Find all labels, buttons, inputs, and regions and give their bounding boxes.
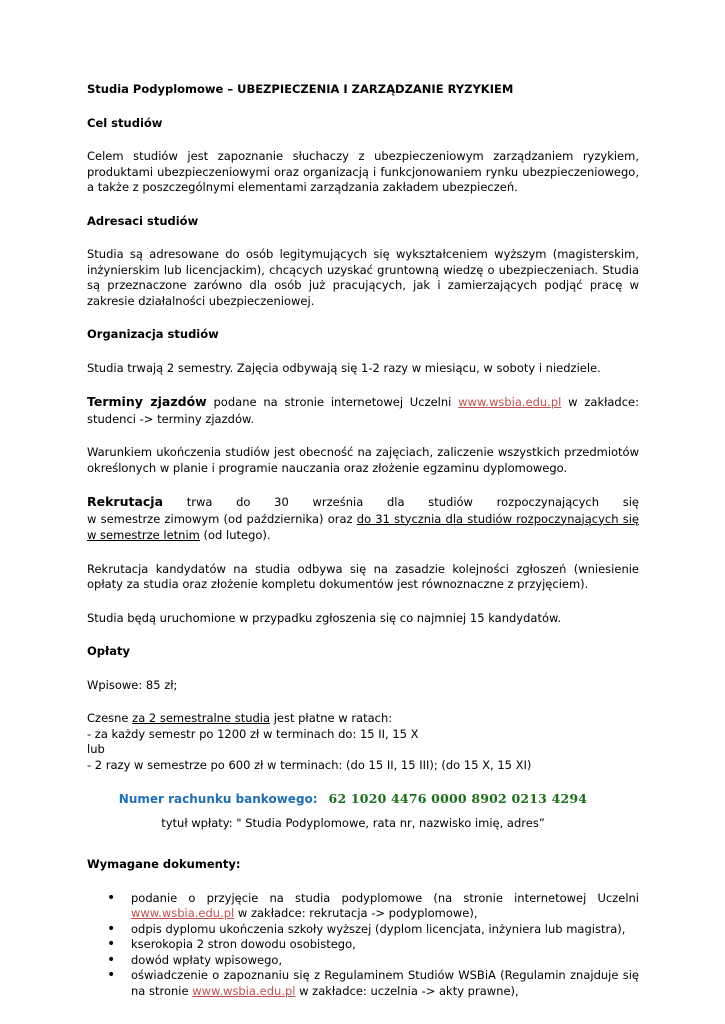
item5-after: w zakładce: uczelnia -> akty prawne),	[295, 983, 519, 998]
document-title: Studia Podyplomowe – UBEZPIECZENIA I ZARZĄDZANIE RYZYKIEM	[87, 82, 514, 96]
cel-heading: Cel studiów	[87, 115, 163, 130]
bank-account	[67, 791, 639, 808]
czesne-before: Czesne	[87, 711, 133, 725]
wsbia-link-terminy[interactable]: www.wsbia.edu.pl	[458, 395, 562, 409]
adresaci-text: Studia są adresowane do osób legitymujących się wykształceniem wyższym (magisterskim, inżynierskim lub licencjackim), chcących uzyskać gruntowną wiedzę o ubezpieczeniach. Studia są przeznaczone zarówno dla osób już pracujących, jak i zamierzających podjąć pracę w zakresie działalności ubezpieczeniowej.	[87, 247, 639, 308]
ukonczenie-text: Warunkiem ukończenia studiów jest obecność na zajęciach, zaliczenie wszystkich przedmiotów określonych w planie i programie nauczania oraz złożenie egzaminu dyplomowego.	[87, 445, 639, 475]
list-item: • odpis dyplomu ukończenia szkoły wyższej (dyplom licencjata, inżyniera lub magistra),	[131, 922, 639, 938]
wpisowe-text: Wpisowe: 85 zł;	[87, 677, 178, 692]
rekrutacja-deadline: do 31 stycznia dla studiów rozpoczynających się w semestrze letnim	[87, 511, 639, 542]
wsbia-link-podanie[interactable]: www.wsbia.edu.pl	[131, 906, 235, 920]
organizacja-heading: Organizacja studiów	[87, 327, 219, 341]
duration-text: Studia trwają 2 semestry. Zajęcia odbywają się 1-2 razy w miesiącu, w soboty i niedziele.	[87, 360, 601, 375]
czesne-underlined: za 2 semestralne studia	[132, 711, 271, 725]
rata2-text: - 2 razy w semestrze po 600 zł w terminach: (do 15 II, 15 III); (do 15 X, 15 XI)	[87, 757, 532, 772]
czesne-after: jest płatne w ratach:	[270, 711, 393, 725]
dokumenty-heading: Wymagane dokumenty:	[87, 857, 241, 871]
uruchomienie-text: Studia będą uruchomione w przypadku zgłoszenia się co najmniej 15 kandydatów.	[87, 610, 561, 625]
bank-number: 62 1020 4476 0000 8902 0213 4294	[328, 791, 588, 806]
rekrutacja-line1-text: trwa do 30 września dla studiów rozpoczynających się	[163, 495, 639, 509]
wsbia-link-regulamin[interactable]: www.wsbia.edu.pl	[192, 983, 296, 998]
oplaty-heading: Opłaty	[87, 644, 131, 658]
rekrutacja-rest	[87, 511, 639, 544]
item5-before: oświadczenie o zapoznaniu się z Regulaminem Studiów WSBiA (Regulamin znajduje się na stronie	[131, 968, 639, 998]
terminy-after: w zakładce: studenci -> terminy zjazdów.	[87, 395, 639, 426]
rekrutacja-line1	[87, 494, 639, 511]
adresaci-heading: Adresaci studiów	[87, 213, 199, 228]
tytul-wplaty: tytuł wpłaty: " Studia Podyplomowe, rata nr, nazwisko imię, adres”	[161, 815, 545, 830]
bank-label: Numer rachunku bankowego:	[118, 792, 318, 806]
list-item	[131, 968, 639, 999]
kolejnosc-text: Rekrutacja kandydatów na studia odbywa się na zasadzie kolejności zgłoszeń (wniesienie opłaty za studia oraz złożenie kompletu dokumentów jest równoznaczne z przyjęciem).	[87, 561, 639, 591]
terminy-before: podane na stronie internetowej Uczelni	[206, 395, 459, 409]
rekrutacja-line2: w semestrze zimowym (od października) oraz	[87, 511, 357, 526]
list-item: • kserokopia 2 stron dowodu osobistego,	[131, 937, 639, 953]
list-item: • dowód wpłaty wpisowego,	[131, 953, 639, 969]
rata1-text: - za każdy semestr po 1200 zł w terminach do: 15 II, 15 X	[87, 726, 419, 741]
lub-text: lub	[87, 742, 105, 756]
list-item	[131, 891, 639, 922]
item1-after: w zakładce: rekrutacja -> podyplomowe),	[234, 906, 478, 920]
cel-text: Celem studiów jest zapoznanie słuchaczy z ubezpieczeniowym zarządzaniem ryzykiem, produktami ubezpieczeniowymi oraz organizacją i funkcjonowaniem rynku ubezpieczeniowego, a także z poszczególnymi elementami zarządzania zakładem ubezpieczeń.	[87, 149, 639, 194]
terminy-paragraph	[87, 394, 639, 427]
terminy-bold: Terminy zjazdów	[87, 394, 207, 409]
rekrutacja-end: (od lutego).	[199, 528, 271, 542]
document-page	[87, 82, 639, 999]
czesne-text	[87, 711, 639, 727]
item1-before: podanie o przyjęcie na studia podyplomowe (na stronie internetowej Uczelni	[131, 890, 639, 905]
rekrutacja-bold: Rekrutacja	[87, 494, 164, 509]
dokumenty-list	[87, 891, 639, 1000]
